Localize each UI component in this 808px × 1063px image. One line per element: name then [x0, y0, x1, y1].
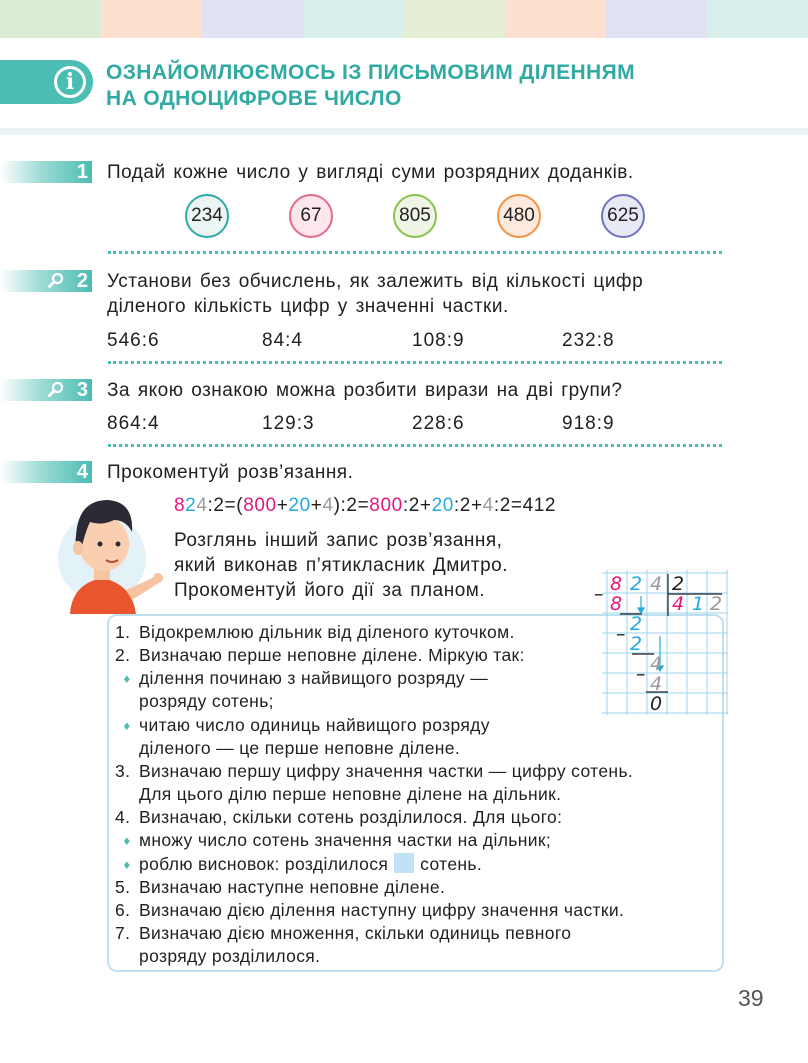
- dotted-divider: [108, 361, 722, 364]
- exercise-number: 4: [76, 461, 88, 483]
- expression: 129:3: [262, 413, 315, 434]
- digit-hundreds: 8: [174, 495, 186, 516]
- exercise-1-text: Подай кожне число у вигляді суми розрядних доданків.: [107, 162, 634, 183]
- plan-item: [115, 737, 460, 760]
- formula-part: +: [276, 495, 289, 516]
- number-circle: 625: [601, 194, 645, 238]
- plan-item: [115, 922, 571, 945]
- plan-item-text: Визначаю дією множення, скільки одиниць певного: [139, 922, 572, 943]
- exercise-2-line1: Установи без обчислень, як залежить від кількості цифр: [107, 271, 644, 292]
- answer-box[interactable]: [394, 853, 414, 873]
- plan-item-text: Визначаю наступне неповне ділене.: [139, 876, 446, 897]
- solution-formula: [174, 494, 556, 518]
- top-color-strip: [0, 0, 808, 38]
- plan-item: [115, 690, 274, 713]
- exercise-number: 3: [76, 379, 88, 401]
- plan-item-text: сотень.: [420, 853, 483, 874]
- column-division: [594, 570, 728, 715]
- plan-item-number: 7.: [115, 922, 131, 943]
- partial-digit: 2: [630, 633, 643, 655]
- header-divider: [0, 128, 808, 135]
- formula-tens: 20: [431, 495, 454, 516]
- digit-tens: 2: [185, 495, 197, 516]
- plan-item-text: розряду розділилося.: [139, 946, 321, 967]
- exercise-number: 1: [76, 161, 88, 183]
- plan-item-text: діленого — це перше неповне ділене.: [139, 737, 461, 758]
- remainder-digit: 0: [650, 693, 663, 715]
- minus-sign: –: [636, 663, 646, 685]
- minus-sign: –: [616, 623, 626, 645]
- dividend-digit: 8: [610, 573, 623, 595]
- formula-part: :2+: [402, 495, 432, 516]
- exercise-number: 2: [76, 270, 88, 292]
- formula-hundreds: 800: [369, 495, 403, 516]
- plan-item: [115, 806, 562, 829]
- section-title: [106, 60, 746, 112]
- subtrahend-digit: 8: [610, 593, 623, 615]
- plan-item-text: множу число сотень значення частки на дільник;: [139, 830, 552, 851]
- exercise-2-line2: діленого кількість цифр у значенні частки.: [107, 296, 509, 317]
- partial-digit: 4: [650, 653, 663, 675]
- intro-line2: який виконав п’ятикласник Дмитро.: [174, 555, 508, 576]
- formula-part: ):2=: [333, 495, 370, 516]
- plan-item: [115, 829, 551, 852]
- formula-part: :2=(: [207, 495, 244, 516]
- dotted-divider: [108, 251, 722, 254]
- bullet-icon: ♦: [123, 833, 131, 849]
- plan-item: [115, 667, 488, 690]
- quotient-digit: 4: [672, 593, 685, 615]
- formula-part: :2=412: [493, 495, 557, 516]
- plan-item-text: Визначаю, скільки сотень розділилося. Для цього:: [139, 807, 563, 828]
- expression: 546:6: [107, 330, 160, 351]
- plan-item-text: ділення починаю з найвищого розряду —: [139, 668, 489, 689]
- plan-item-number: 1.: [115, 622, 131, 642]
- formula-part: :2+: [453, 495, 483, 516]
- bullet-icon: ♦: [123, 717, 131, 733]
- info-icon: i: [54, 66, 86, 98]
- plan-item-text: роблю висновок: розділилося: [139, 853, 389, 874]
- number-circle: 234: [185, 194, 229, 238]
- plan-item-text: Відокремлюю дільник від діленого куточком.: [139, 622, 515, 642]
- plan-item-number: 5.: [115, 876, 131, 897]
- plan-item-number: 4.: [115, 807, 131, 828]
- plan-item-number: 2.: [115, 645, 131, 666]
- exercise-3-text: За якою ознакою можна розбити вирази на дві групи?: [107, 380, 623, 401]
- intro-line3: Прокоментуй його дії за планом.: [174, 580, 486, 601]
- expression: 228:6: [412, 413, 465, 434]
- plan-item: [115, 783, 561, 806]
- magnifier-icon: [48, 272, 64, 288]
- exercise-4-text: Прокоментуй розв’язання.: [107, 462, 354, 483]
- plan-item: [115, 899, 624, 922]
- plan-item-text: розряду сотень;: [139, 691, 274, 712]
- expression: 108:9: [412, 330, 465, 351]
- section-title-line1: ОЗНАЙОМЛЮЄМОСЬ ІЗ ПИСЬМОВИМ ДІЛЕННЯМ: [106, 61, 636, 84]
- formula-units: 4: [482, 495, 494, 516]
- number-circle: 805: [393, 194, 437, 238]
- plan-item: [115, 945, 320, 968]
- plan-item-text: Визначаю першу цифру значення частки — цифру сотень.: [139, 760, 634, 781]
- plan-item: [115, 621, 515, 644]
- dividend-digit: 4: [650, 573, 663, 595]
- formula-hundreds: 800: [243, 495, 277, 516]
- digit-units: 4: [196, 495, 208, 516]
- plan-item-text: Для цього ділю перше неповне ділене на дільник.: [139, 784, 562, 805]
- number-circle: 67: [289, 194, 333, 238]
- partial-digit: 2: [630, 613, 643, 635]
- formula-tens: 20: [288, 495, 311, 516]
- expression: 84:4: [262, 330, 303, 351]
- intro-line1: Розглянь інший запис розв’язання,: [174, 530, 503, 551]
- exercise-3-tab: [0, 379, 92, 401]
- section-title-line2: НА ОДНОЦИФРОВЕ ЧИСЛО: [106, 87, 402, 110]
- dividend-digit: 2: [630, 573, 643, 595]
- quotient-digit: 1: [692, 593, 705, 615]
- exercise-2-tab: [0, 270, 92, 292]
- quotient-digit: 2: [710, 593, 723, 615]
- dotted-divider: [108, 444, 722, 447]
- expression: 232:8: [562, 330, 615, 351]
- divisor-digit: 2: [672, 573, 685, 595]
- plan-item: [115, 853, 482, 876]
- plan-item-text: Визначаю перше неповне ділене. Міркую так:: [139, 645, 525, 666]
- bullet-icon: ♦: [123, 856, 131, 872]
- plan-item: [115, 714, 490, 737]
- boy-illustration: [52, 486, 172, 616]
- bullet-icon: ♦: [123, 671, 131, 687]
- expression: 864:4: [107, 413, 160, 434]
- formula-part: +: [310, 495, 323, 516]
- plan-item: [115, 876, 445, 899]
- page-number: 39: [738, 985, 764, 1011]
- plan-item-text: читаю число одиниць найвищого розряду: [139, 714, 490, 735]
- plan-item-number: 6.: [115, 899, 131, 920]
- plan-item: [115, 760, 633, 783]
- formula-units: 4: [322, 495, 334, 516]
- expression: 918:9: [562, 413, 615, 434]
- partial-digit: 4: [650, 673, 663, 695]
- magnifier-icon: [48, 381, 64, 397]
- plan-item-text: Визначаю дією ділення наступну цифру значення частки.: [139, 899, 625, 920]
- plan-item-number: 3.: [115, 760, 131, 781]
- plan-item: [115, 644, 525, 667]
- exercise-4-tab: [0, 461, 92, 483]
- number-circle: 480: [497, 194, 541, 238]
- exercise-1-tab: [0, 161, 92, 183]
- minus-sign: –: [594, 583, 604, 605]
